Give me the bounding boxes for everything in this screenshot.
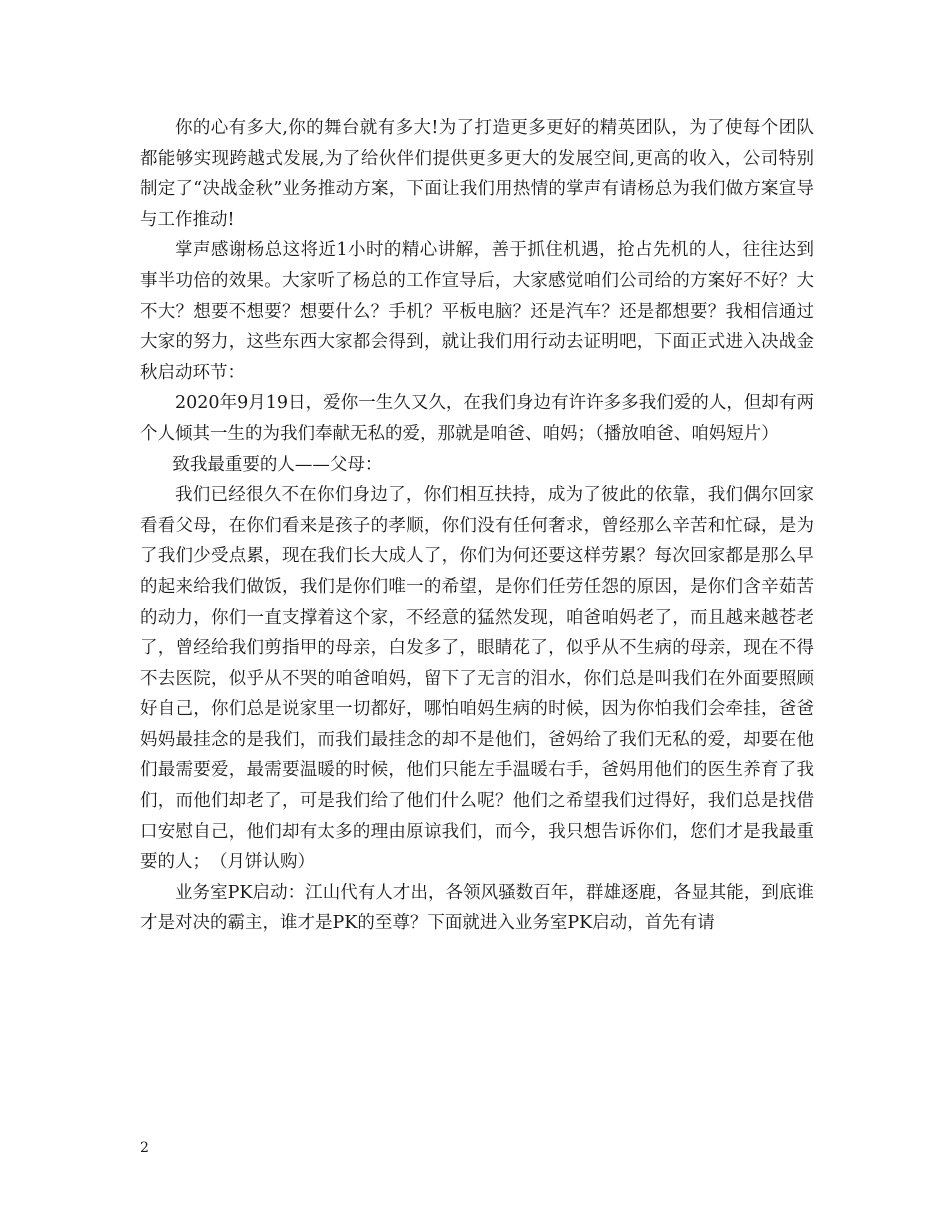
paragraph-thanks: 掌声感谢杨总这将近1小时的精心讲解，善于抓住机遇，抢占先机的人，往往达到事半功倍的效果。大家听了杨总的工作宣导后，大家感觉咱们公司给的方案好不好？大不大？想要不想要？想要什么？手机？平板电脑？还是汽车？还是都想要？我相信通过大家的努力，这些东西大家都会得到，就让我们用行动去证明吧，下面正式进入决战金秋启动环节： [140,240,814,383]
paragraph-opening: 你的心有多大,你的舞台就有多大!为了打造更多更好的精英团队，为了使每个团队都能够实现跨越式发展,为了给伙伴们提供更多更大的发展空间,更高的收入，公司特别制定了“决战金秋”业务推动方案，下面让我们用热情的掌声有请杨总为我们做方案宣导与工作推动! [140,118,814,230]
paragraph-dedication: 致我最重要的人——父母： [172,454,383,475]
paragraph-letter: 我们已经很久不在你们身边了，你们相互扶持，成为了彼此的依靠，我们偶尔回家看看父母，在你们看来是孩子的孝顺，你们没有任何奢求，曾经那么辛苦和忙碌，是为了我们少受点累，现在我们长大成人了，你们为何还要这样劳累？每次回家都是那么早的起来给我们做饭，我们是你们唯一的希望，是你们任劳任怨的原因，是你们含辛茹苦的动力，你们一直支撑着这个家，不经意的猛然发现，咱爸咱妈老了，而且越来越苍老了，曾经给我们剪指甲的母亲，白发多了，眼睛花了，似乎从不生病的母亲，现在不得不去医院，似乎从不哭的咱爸咱妈，留下了无言的泪水，你们总是叫我们在外面要照顾好自己，你们总是说家里一切都好，哪怕咱妈生病的时候，因为你怕我们会牵挂，爸爸妈妈最挂念的是我们，而我们最挂念的却不是他们，爸妈给了我们无私的爱，却要在他们最需要爱，最需要温暖的时候，他们只能左手温暖右手，爸妈用他们的医生养育了我们，而他们却老了，可是我们给了他们什么呢？他们之希望我们过得好，我们总是找借口安慰自己，他们却有太多的理由原谅我们，而今，我只想告诉你们，您们才是我最重要的人； （月饼认购） [140,485,814,873]
paragraph-date: 2020年9月19日，爱你一生久又久，在我们身边有许许多多我们爱的人，但却有两个人倾其一生的为我们奉献无私的爱，那就是咱爸、咱妈；（播放咱爸、咱妈短片） [140,393,814,444]
document-body [140,113,814,939]
paragraph-pk-launch: 业务室PK启动：江山代有人才出，各领风骚数百年，群雄逐鹿，各显其能，到底谁才是对决的霸主，谁才是PK的至尊？下面就进入业务室PK启动，首先有请 [140,882,814,934]
page-number: 2 [140,1140,149,1156]
